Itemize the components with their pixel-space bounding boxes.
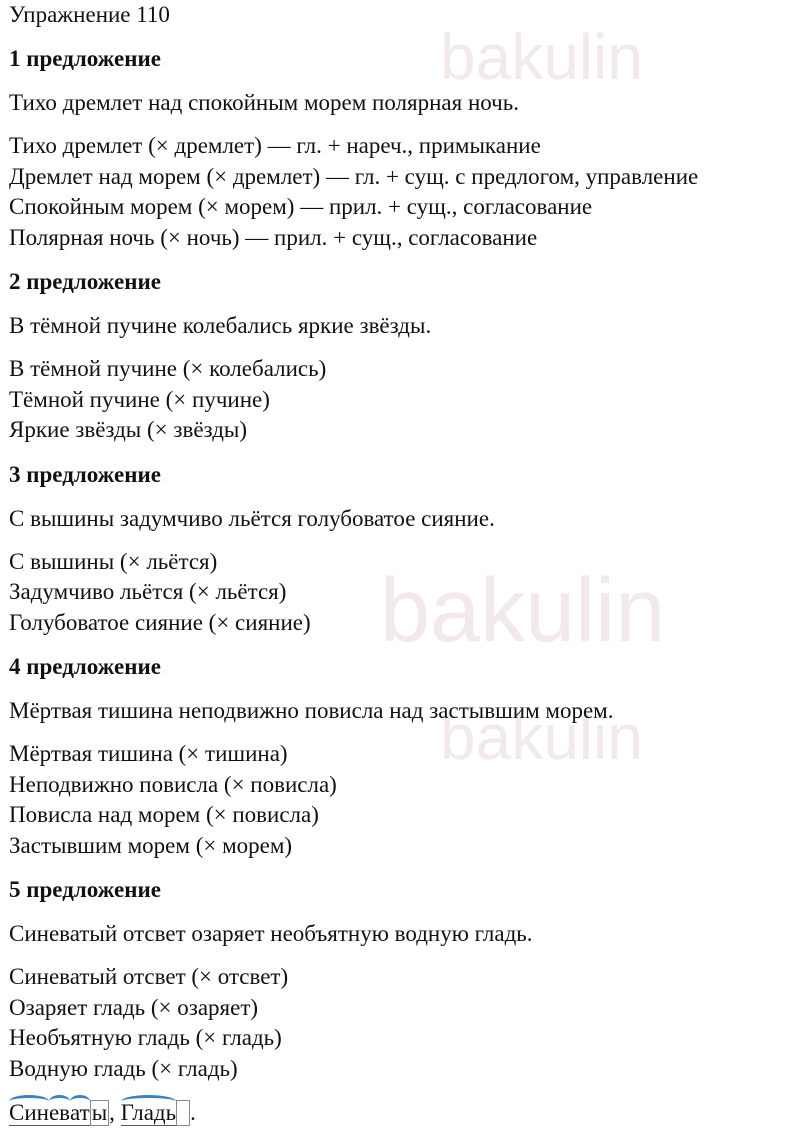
phrase: Полярная ночь (× ночь) — прил. + сущ., согласование bbox=[9, 224, 538, 250]
morpheme-ending-box bbox=[176, 1100, 190, 1126]
word-glad bbox=[121, 1100, 190, 1126]
phrase: Водную гладь (× гладь) bbox=[9, 1055, 238, 1081]
phrase: Тёмной пучине (× пучине) bbox=[9, 386, 270, 412]
phrase: Мёртвая тишина (× тишина) bbox=[9, 741, 288, 766]
phrase-list bbox=[9, 354, 800, 446]
sentence-section-5 bbox=[9, 875, 800, 1084]
word-sinevaty bbox=[9, 1100, 109, 1126]
sentence: С вышины задумчиво льётся голубоватое сияние. bbox=[9, 505, 495, 531]
morpheme-root bbox=[121, 1098, 176, 1128]
phrase: Голубоватое сияние (× сияние) bbox=[9, 609, 311, 635]
phrase: Необъятную гладь (× гладь) bbox=[9, 1025, 282, 1050]
sentence-section-2 bbox=[9, 267, 800, 446]
section-heading: 2 предложение bbox=[9, 269, 161, 294]
sentence-section-4 bbox=[9, 652, 800, 861]
phrase: Тихо дремлет (× дремлет) — гл. + нареч., примыкание bbox=[9, 133, 541, 158]
exercise-title: Упражнение 110 bbox=[9, 2, 170, 27]
document bbox=[9, 0, 800, 1128]
section-heading: 3 предложение bbox=[9, 461, 161, 487]
root-text: Глад bbox=[120, 1100, 166, 1125]
phrase: Неподвижно повисла (× повисла) bbox=[9, 771, 337, 797]
watermark: bakulin bbox=[440, 701, 643, 773]
section-heading: 1 предложение bbox=[9, 46, 161, 71]
morpheme-ending-box: ы bbox=[91, 1100, 108, 1125]
watermark: bakulin bbox=[440, 21, 643, 93]
sentence-section-3 bbox=[9, 460, 800, 639]
phrase: Спокойным морем (× морем) — прил. + сущ., согласование bbox=[9, 194, 593, 219]
phrase: Синеватый отсвет (× отсвет) bbox=[9, 964, 289, 989]
morpheme-analysis bbox=[9, 1098, 800, 1128]
phrase: Дремлет над морем (× дремлет) — гл. + сущ. с предлогом, управление bbox=[9, 163, 699, 189]
phrase: Озаряет гладь (× озаряет) bbox=[9, 994, 259, 1020]
period: . bbox=[190, 1100, 196, 1125]
phrase: Яркие звёзды (× звёзды) bbox=[9, 417, 248, 442]
phrase-list bbox=[9, 739, 800, 861]
sentence: Мёртвая тишина неподвижно повисла над застывшим морем. bbox=[9, 698, 614, 723]
sentence: Тихо дремлет над спокойным морем полярная ночь. bbox=[9, 90, 519, 115]
morpheme-root: Син bbox=[9, 1098, 49, 1128]
phrase: С вышины (× льётся) bbox=[9, 548, 218, 574]
phrase: В тёмной пучине (× колебались) bbox=[9, 356, 327, 381]
morpheme-suffix: ат bbox=[70, 1098, 90, 1128]
morpheme-suffix: ев bbox=[49, 1098, 70, 1128]
soft-sign: ь bbox=[165, 1100, 177, 1125]
phrase-list bbox=[9, 131, 800, 253]
sentence: Синеватый отсвет озаряет необъятную водную гладь. bbox=[9, 921, 533, 946]
sentence: В тёмной пучине колебались яркие звёзды. bbox=[9, 313, 432, 338]
phrase: Застывшим морем (× морем) bbox=[9, 832, 293, 858]
phrase: Задумчиво льётся (× льётся) bbox=[9, 579, 287, 604]
separator: , bbox=[109, 1100, 121, 1125]
watermark: bakulin bbox=[380, 561, 666, 661]
section-heading: 5 предложение bbox=[9, 877, 161, 902]
phrase: Повисла над морем (× повисла) bbox=[9, 802, 319, 827]
section-heading: 4 предложение bbox=[9, 654, 161, 679]
sentence-section-1 bbox=[9, 44, 800, 253]
phrase-list bbox=[9, 962, 800, 1084]
phrase-list bbox=[9, 547, 800, 639]
